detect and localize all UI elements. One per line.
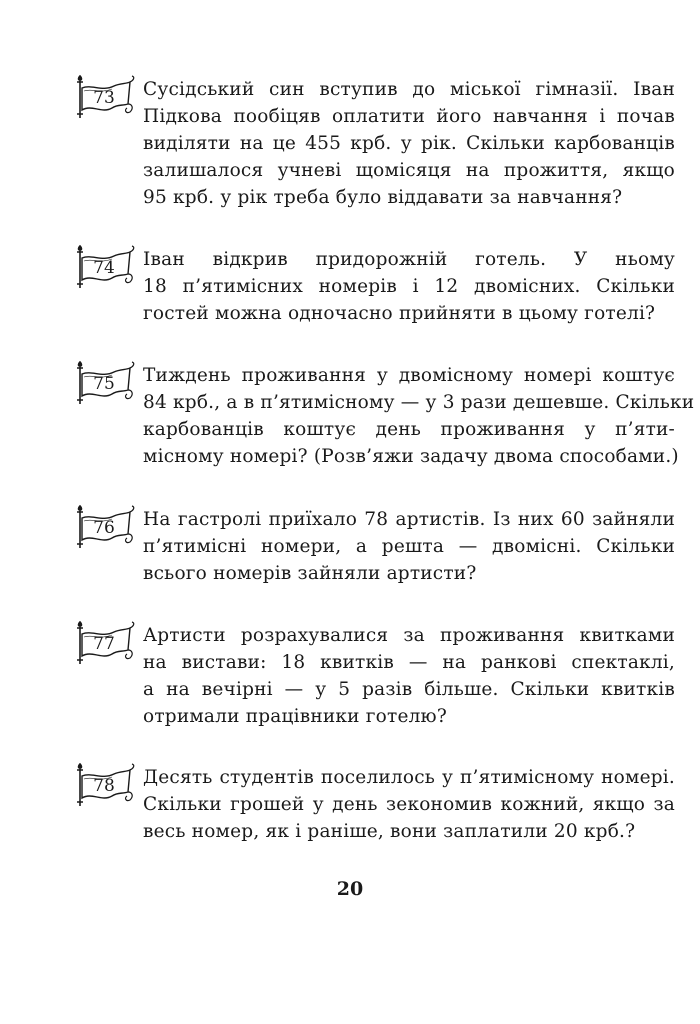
text-line: всього номерів зайняли артисти? xyxy=(143,563,477,584)
problem-76 xyxy=(72,506,675,587)
text-line: місному номері? (Розв’яжи задачу двома способами.) xyxy=(143,446,679,467)
problem-77 xyxy=(72,622,675,730)
text-line: на вистави: 18 квитків — на ранкові спектаклі, xyxy=(143,652,675,673)
problem-78 xyxy=(72,764,675,845)
problem-number: 73 xyxy=(93,88,115,108)
page-number: 20 xyxy=(336,878,364,900)
problem-text xyxy=(143,76,675,211)
text-line: карбованців коштує день проживання у п’яти- xyxy=(143,419,675,440)
text-line: 95 крб. у рік треба було віддавати за навчання? xyxy=(143,187,623,208)
problem-73 xyxy=(72,76,675,211)
ornamental-banner-icon xyxy=(72,620,136,668)
problem-text xyxy=(143,764,675,845)
problem-74 xyxy=(72,246,675,327)
problem-text xyxy=(143,622,675,730)
text-line: Артисти розрахувалися за проживання квитками xyxy=(143,625,675,646)
text-line: Скільки грошей у день зекономив кожний, якщо за xyxy=(143,794,675,815)
text-line: Десять студентів поселилось у п’ятимісному номері. xyxy=(143,767,675,788)
text-line: Іван відкрив придорожній готель. У ньому xyxy=(143,249,675,270)
problem-number: 76 xyxy=(93,518,115,538)
text-line: 84 крб., а в п’ятимісному — у 3 рази дешевше. Скільки xyxy=(143,392,695,413)
problem-text xyxy=(143,246,675,327)
text-line: виділяти на це 455 крб. у рік. Скільки карбованців xyxy=(143,133,675,154)
ornamental-banner-icon xyxy=(72,74,136,122)
problem-text xyxy=(143,362,695,470)
text-line: отримали працівники готелю? xyxy=(143,706,447,727)
text-line: п’ятимісні номери, а решта — двомісні. Скільки xyxy=(143,536,675,557)
text-line: гостей можна одночасно прийняти в цьому готелі? xyxy=(143,303,656,324)
problem-number: 77 xyxy=(93,634,115,654)
ornamental-banner-icon xyxy=(72,244,136,292)
problem-number: 75 xyxy=(93,374,115,394)
text-line: 18 п’ятимісних номерів і 12 двомісних. Скільки xyxy=(143,276,675,297)
problem-75 xyxy=(72,362,695,470)
problem-number: 78 xyxy=(93,776,115,796)
text-line: Тиждень проживання у двомісному номері коштує xyxy=(143,365,675,386)
text-line: Підкова пообіцяв оплатити його навчання і почав xyxy=(143,106,675,127)
ornamental-banner-icon xyxy=(72,762,136,810)
text-line: Сусідський син вступив до міської гімназії. Іван xyxy=(143,79,675,100)
text-line: весь номер, як і раніше, вони заплатили 20 крб.? xyxy=(143,821,636,842)
problem-text xyxy=(143,506,675,587)
text-line: а на вечірні — у 5 разів більше. Скільки квитків xyxy=(143,679,675,700)
ornamental-banner-icon xyxy=(72,504,136,552)
text-line: На гастролі приїхало 78 артистів. Із них 60 зайняли xyxy=(143,509,675,530)
text-line: залишалося учневі щомісяця на прожиття, якщо xyxy=(143,160,675,181)
problem-number: 74 xyxy=(93,258,115,278)
ornamental-banner-icon xyxy=(72,360,136,408)
